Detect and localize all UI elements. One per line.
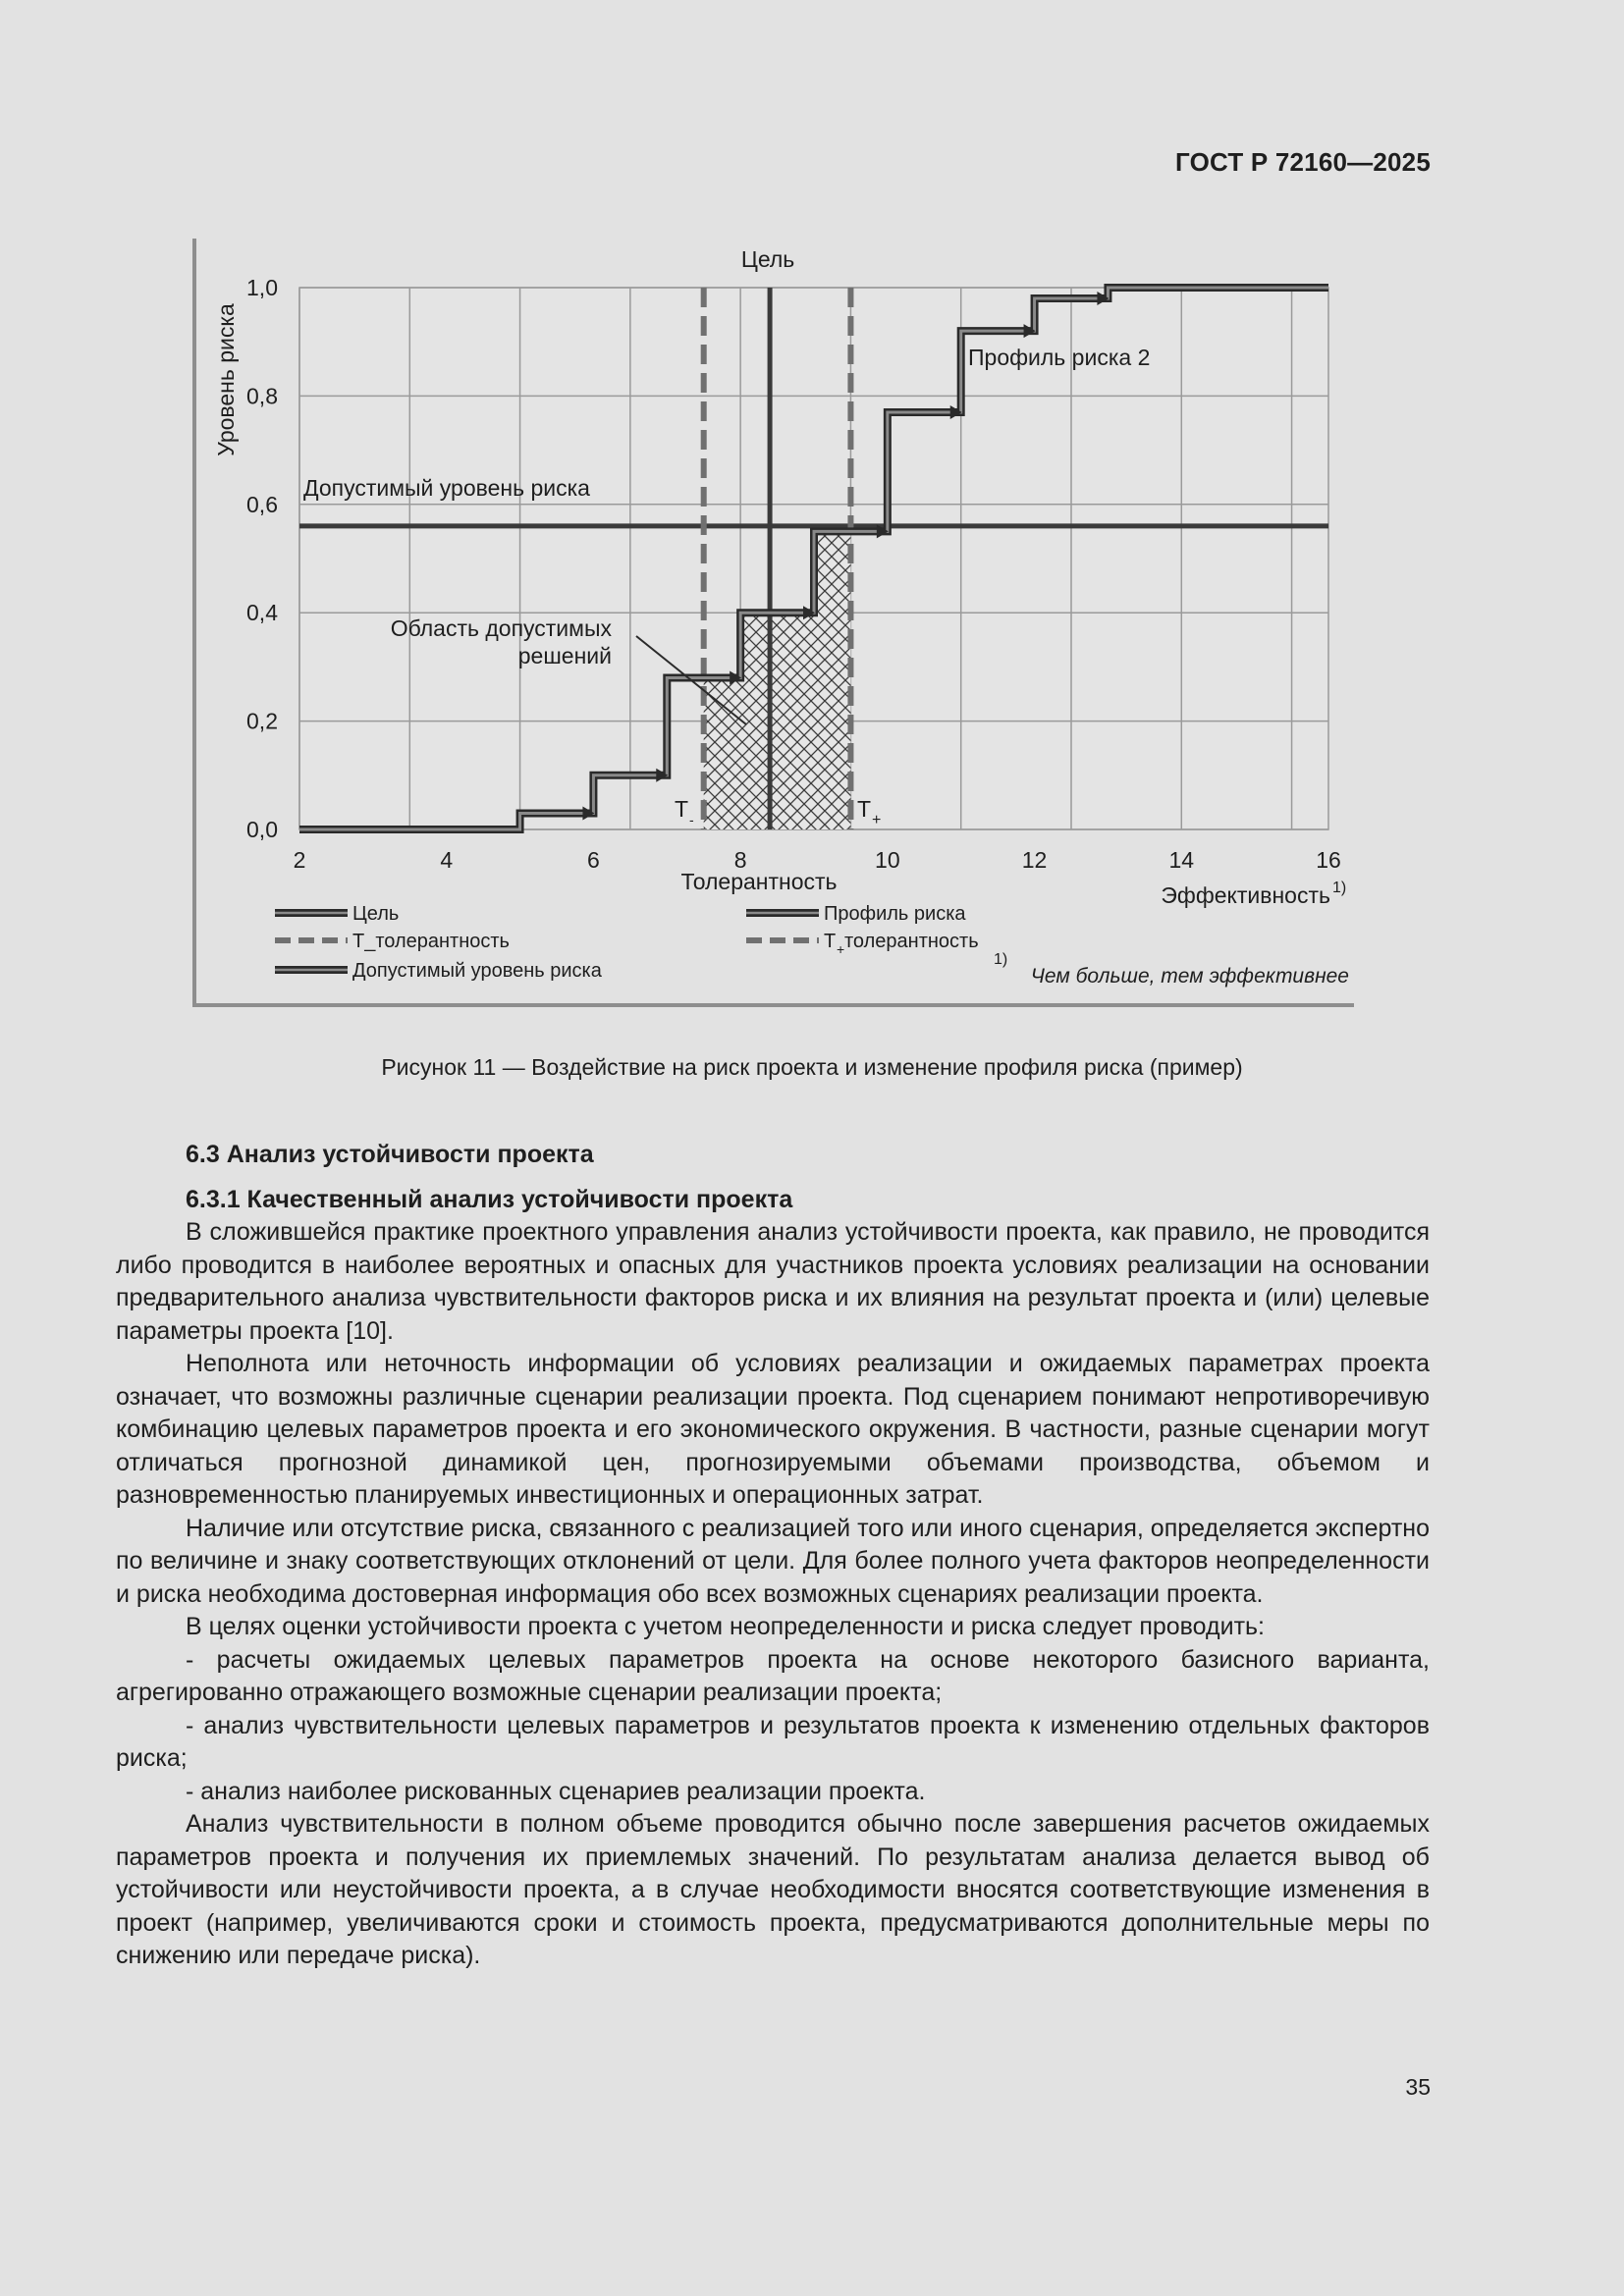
list-item: - расчеты ожидаемых целевых параметров проекта на основе некоторого базисного варианта, агрегированно отражающего возможные сценарии реализации проекта; [116, 1645, 1430, 1706]
y-tick-label: 1,0 [246, 275, 278, 300]
legend-item [275, 903, 399, 925]
x-tick-label: 2 [293, 847, 306, 873]
y-tick-label: 0,8 [246, 383, 278, 409]
legend-item [275, 931, 510, 952]
t-minus-label: T [675, 796, 689, 822]
legend-label: Допустимый уровень риска [352, 960, 602, 982]
x-axis-label: Эффективность [1161, 882, 1330, 908]
x-tick-label: 8 [733, 847, 747, 873]
feasible-region-label: Область допустимых [390, 615, 612, 641]
paragraph: В целях оценки устойчивости проекта с учетом неопределенности и риска следует проводить: [186, 1613, 1265, 1640]
x-tick-label: 10 [875, 847, 900, 873]
tolerance-label: Толерантность [680, 869, 838, 894]
t-plus-label: T [857, 796, 872, 822]
profile-2-label: Профиль риска 2 [968, 345, 1151, 370]
paragraph: Анализ чувствительности в полном объеме проводится обычно после завершения расчетов ожидаемых параметров проекта и получения их приемлемых значений. По результатам анализа делается вывод об устойчивости или неустойчивости проекта, а в случае необходимости вносятся соответствующие изменения в проект (например, увеличиваются сроки и стоимость проекта, предусматриваются дополнительные меры по снижению или передаче риска). [116, 1810, 1430, 1969]
t-plus-subscript: + [872, 812, 882, 828]
legend-label: Цель [352, 903, 400, 925]
x-tick-label: 12 [1021, 847, 1048, 873]
x-tick-label: 14 [1168, 847, 1195, 873]
paragraph: Неполнота или неточность информации об условиях реализации и ожидаемых параметрах проекта означает, что возможны различные сценарии реализации проекта. Под сценарием понимают непротиворечивую комбинацию целевых параметров проекта и его экономического окружения. В частности, разные сценарии могут отличаться прогнозной динамикой цен, прогнозируемыми объемами производства, объемом и разновременностью планируемых инвестиционных и операционных затрат. [116, 1350, 1430, 1509]
target-label: Цель [740, 246, 795, 272]
y-tick-label: 0,2 [246, 708, 278, 734]
section-body [116, 1139, 1430, 1973]
legend-label: Профиль риска [824, 903, 966, 925]
footnote-mark: 1) [994, 951, 1008, 968]
x-axis-label-footnote-mark: 1) [1332, 880, 1347, 896]
legend-label-subscript: + [837, 941, 845, 957]
chart-legend [275, 903, 1349, 988]
legend-label: T [824, 931, 837, 952]
y-tick-label: 0,0 [246, 817, 278, 842]
y-tick-label: 0,6 [246, 491, 278, 517]
t-minus-subscript: - [689, 812, 694, 828]
figure-caption: Рисунок 11 — Воздействие на риск проекта и изменение профиля риска (пример) [381, 1054, 1243, 1080]
figure-footnote: Чем больше, тем эффективнее [1030, 965, 1349, 988]
legend-item [746, 931, 979, 957]
legend-label: T_толерантность [352, 931, 510, 952]
feasible-region-label: решений [517, 643, 612, 668]
x-tick-label: 16 [1316, 847, 1341, 873]
list-item: - анализ чувствительности целевых параметров и результатов проекта к изменению отдельных факторов риска; [116, 1711, 1430, 1772]
risk-profile-chart [0, 0, 1624, 1021]
legend-item [275, 960, 603, 982]
x-tick-label: 6 [587, 847, 600, 873]
x-tick-label: 4 [440, 847, 454, 873]
y-tick-label: 0,4 [246, 600, 278, 626]
legend-item [746, 903, 966, 925]
page-number: 35 [1405, 2074, 1431, 2100]
acceptable-level-label: Допустимый уровень риска [303, 475, 590, 501]
list-item: - анализ наиболее рискованных сценариев реализации проекта. [186, 1777, 926, 1805]
subsection-heading: 6.3.1 Качественный анализ устойчивости проекта [186, 1185, 793, 1213]
paragraph: В сложившейся практике проектного управления анализ устойчивости проекта, как правило, не проводится либо проводится в наиболее вероятных и опасных для участников проекта условиях реализации на основании предварительного анализа чувствительности факторов риска и их влияния на результат проекта и (или) целевые параметры проекта [10]. [116, 1218, 1430, 1345]
legend-label-rest: толерантность [844, 931, 979, 952]
section-heading: 6.3 Анализ устойчивости проекта [186, 1141, 594, 1168]
paragraph: Наличие или отсутствие риска, связанного с реализацией того или иного сценария, определяется экспертно по величине и знаку соответствующих отклонений от цели. Для более полного учета факторов неопределенности и риска необходима достоверная информация обо всех возможных сценариях реализации проекта. [116, 1514, 1430, 1608]
standard-code-header: ГОСТ Р 72160—2025 [1175, 147, 1431, 177]
y-axis-label: Уровень риска [213, 303, 239, 456]
